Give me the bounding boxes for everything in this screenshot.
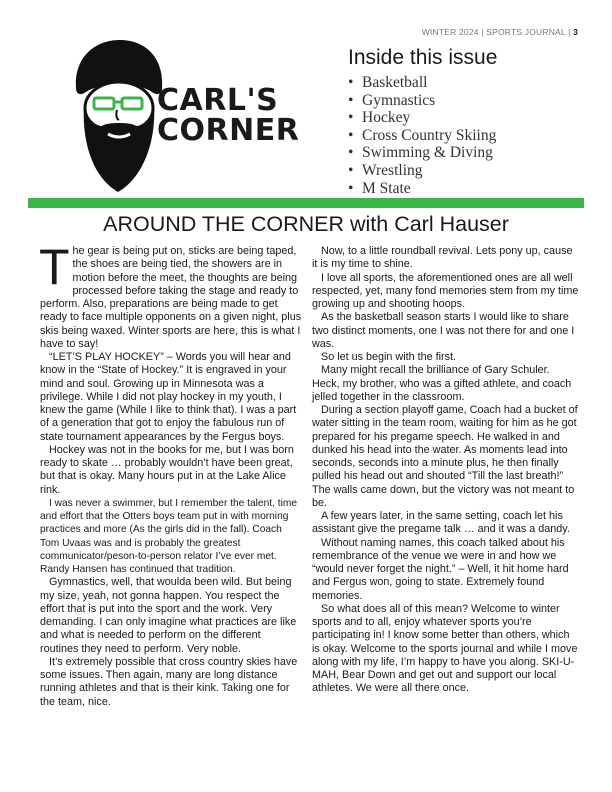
paragraph: Gymnastics, well, that woulda been wild. But being my size, yeah, not gonna happen. You respect the effort that is put into the sport and the work. Very demanding. I can only imagine what practices are like and what is needed to perform on the different routines they need to perform. Very noble.: [40, 576, 297, 655]
inside-item-gymnastics: • Gymnastics: [348, 92, 588, 110]
green-divider: [28, 198, 584, 208]
paragraph: Hockey was not in the books for me, but I was born ready to skate … probably wouldn’t have been great, but that is okay. Many hours put in at the Lake Alice rink.: [40, 443, 294, 496]
inside-item-hockey: • Hockey: [348, 109, 588, 127]
inside-item-cross-country-skiing: • Cross Country Skiing: [348, 127, 588, 145]
paragraph: So what does all of this mean? Welcome to winter sports and to all, enjoy whatever sports you’re participating in! I know some better than others, which is okay. Welcome to the sports journal and while I move along with my life, I’m happy to have you along. SKI-U-MAH, Bear Down and get out and support our local athletes. We were all there once.: [312, 602, 578, 695]
page-number: 3: [573, 27, 578, 37]
paragraph: I was never a swimmer, but I remember the talent, time and effort that the Otters boys team put in with morning practices and more (As the girls did in the fall). Coach Tom Uvaas was and is probably the greatest communicator/peson-to-person relator I’ve ever met. Randy Hansen has continued that tradition.: [40, 497, 297, 575]
paragraph: A few years later, in the same setting, coach let his assistant give the pregame talk … and it was a dandy.: [312, 510, 570, 536]
article-column-right: [312, 245, 580, 696]
inside-item-swimming-diving: • Swimming & Diving: [348, 144, 588, 162]
inside-title: Inside this issue: [348, 46, 498, 69]
paragraph: The gear is being put on, sticks are being taped, the shoes are being tied, the showers are in motion before the meet, the thoughts are being processed before taking the stage and ready to perform. Also, preparations are being made to get ready to face multiple opponents on a given night, plus skis being waxed. Winter sports are here, this is what I have to say!: [39, 239, 302, 350]
paragraph: So let us begin with the first.: [321, 351, 457, 363]
running-header: [422, 27, 578, 37]
inside-list: [348, 74, 588, 197]
logo-line-2: CORNER: [157, 113, 300, 148]
logo-wordmark: [157, 83, 300, 148]
inside-item-m-state: • M State: [348, 180, 588, 198]
logo-line-1: CARL'S: [157, 83, 279, 118]
inside-this-issue: [348, 46, 588, 197]
inside-item-wrestling: • Wrestling: [348, 162, 588, 180]
paragraph: Many might recall the brilliance of Gary Schuler. Heck, my brother, who was a gifted athlete, and coach jelled together in the classroom.: [312, 364, 572, 403]
carls-corner-logo: [62, 36, 312, 196]
paragraph: “LET’S PLAY HOCKEY” – Words you will hear and know in the “State of Hockey.” It is engraved in your mind and soul. Growing up in Minnesota was a privilege. While I did not play hockey in my youth, I knew the game (While I like to think that). I was a part of a generation that got to enjoy the fabulous run of state tournament appearances by the Fergus boys.: [40, 351, 297, 443]
paragraph: Now, to a little roundball revival. Lets pony up, cause it is my time to shine.: [312, 245, 573, 271]
paragraph: I love all sports, the aforementioned ones are all well respected, yet, many fond memories stem from my time growing up and shooting hoops.: [312, 271, 579, 310]
drop-cap: T: [39, 239, 70, 295]
paragraph: Without naming names, this coach talked about his remembrance of the venue we were in and how we “would never forget the night.” – Well, it hit home hard and Fergus won, going to state. Extremely found memories.: [312, 536, 569, 602]
issue-label: WINTER 2024 | SPORTS JOURNAL |: [421, 27, 574, 37]
inside-item-basketball: • Basketball: [348, 74, 588, 92]
article-headline: AROUND THE CORNER with Carl Hauser: [103, 212, 509, 236]
paragraph: It’s extremely possible that cross country skies have some issues. Then again, many are long distance running athletes and that is their kink. Taking one for the team, nice.: [40, 655, 298, 708]
paragraph: During a section playoff game, Coach had a bucket of water sitting in the team room, waiting for him as he got prepared for his pregame speech. He walked in and dunked his head into the water. As moments lead into seconds, seconds into a minute plus, he then finally pulled his head out and shouted “Till the last breath!” The walls came down, but the victory was not meant to be.: [312, 404, 578, 509]
bearded-man-icon: [62, 36, 172, 196]
paragraph: As the basketball season starts I would like to share two distinct moments, one I was not there for and one I was.: [312, 311, 575, 350]
article-column-left: [39, 239, 302, 709]
